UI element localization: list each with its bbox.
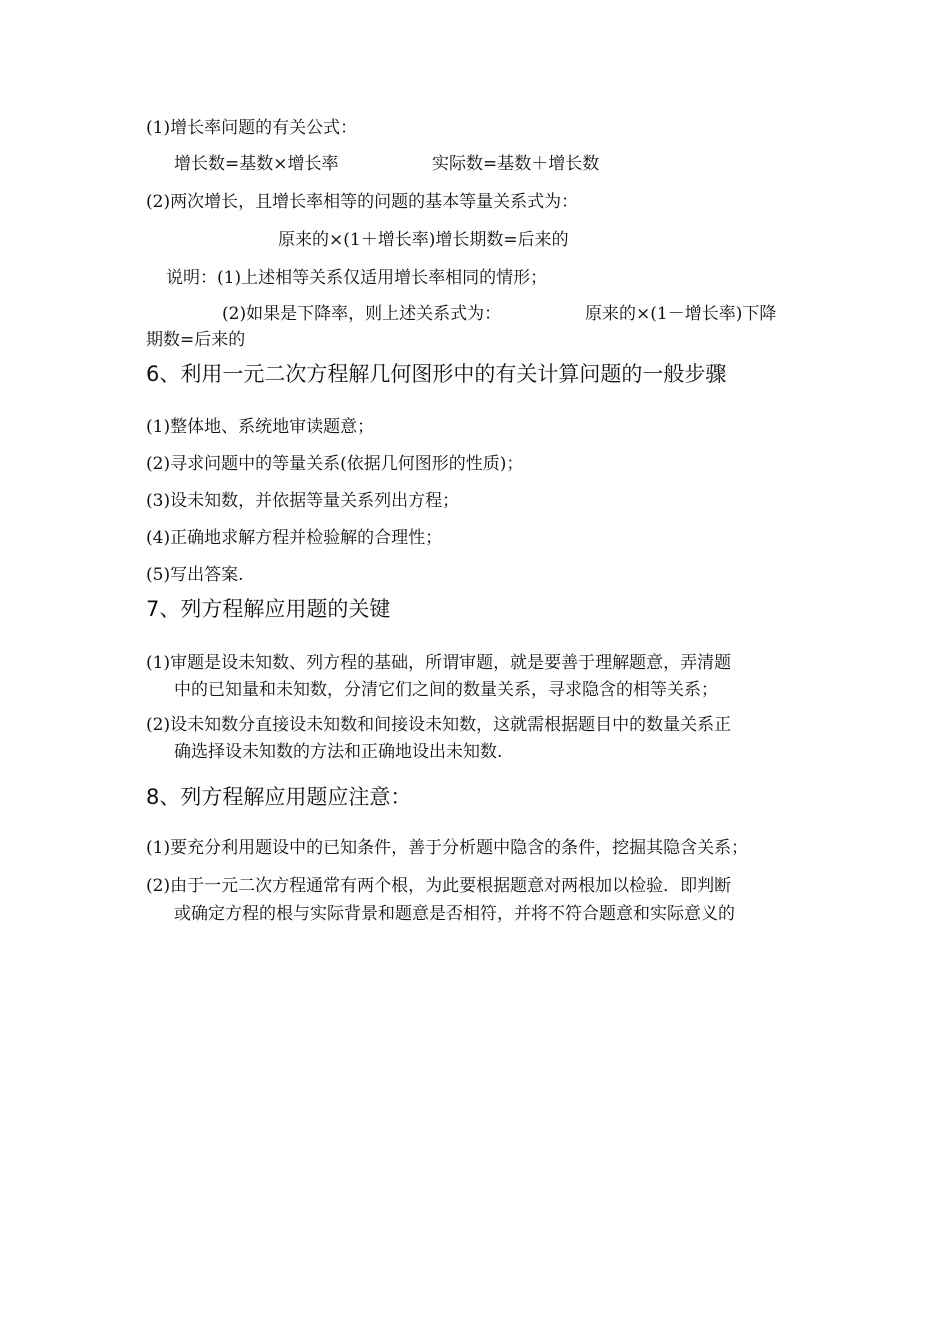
section-6-step: (4)正确地求解方程并检验解的合理性； xyxy=(146,528,443,548)
section-7-heading: 7、列方程解应用题的关键 xyxy=(146,597,391,621)
repeat-growth-title: (2)两次增长，且增长率相等的问题的基本等量关系式为： xyxy=(146,192,579,212)
section-6-step: (2)寻求问题中的等量关系(依据几何图形的性质)； xyxy=(146,454,524,474)
section-8-heading: 8、列方程解应用题应注意： xyxy=(146,785,412,809)
section-7-p2-line2: 确选择设未知数的方法和正确地设出未知数. xyxy=(174,742,503,762)
note-line-2b: 原来的×(1－增长率)下降 xyxy=(585,304,777,324)
section-8-p2-line2: 或确定方程的根与实际背景和题意是否相符，并将不符合题意和实际意义的 xyxy=(174,904,735,924)
note-line-2c: 期数=后来的 xyxy=(146,330,246,350)
section-8-p1: (1)要充分利用题设中的已知条件，善于分析题中隐含的条件，挖掘其隐含关系； xyxy=(146,838,749,858)
section-6-step: (1)整体地、系统地审读题意； xyxy=(146,417,375,437)
section-7-p1-line2: 中的已知量和未知数，分清它们之间的数量关系，寻求隐含的相等关系； xyxy=(174,680,718,700)
section-7-p1-line1: (1)审题是设未知数、列方程的基础，所谓审题，就是要善于理解题意，弄清题 xyxy=(146,653,732,673)
note-line-1: 说明：(1)上述相等关系仅适用增长率相同的情形； xyxy=(166,268,548,288)
section-7-p2-line1: (2)设未知数分直接设未知数和间接设未知数，这就需根据题目中的数量关系正 xyxy=(146,715,732,735)
growth-formula: 增长数=基数×增长率 xyxy=(174,154,339,174)
growth-formula-title: (1)增长率问题的有关公式： xyxy=(146,118,358,138)
actual-formula: 实际数=基数＋增长数 xyxy=(432,154,600,174)
section-6-heading: 6、利用一元二次方程解几何图形中的有关计算问题的一般步骤 xyxy=(146,362,727,386)
repeat-growth-formula: 原来的×(1＋增长率)增长期数=后来的 xyxy=(278,230,569,250)
note-line-2a: (2)如果是下降率，则上述关系式为： xyxy=(222,304,502,324)
section-6-step: (3)设未知数，并依据等量关系列出方程； xyxy=(146,491,460,511)
section-8-p2-line1: (2)由于一元二次方程通常有两个根，为此要根据题意对两根加以检验．即判断 xyxy=(146,876,732,896)
section-6-step: (5)写出答案. xyxy=(146,565,244,585)
